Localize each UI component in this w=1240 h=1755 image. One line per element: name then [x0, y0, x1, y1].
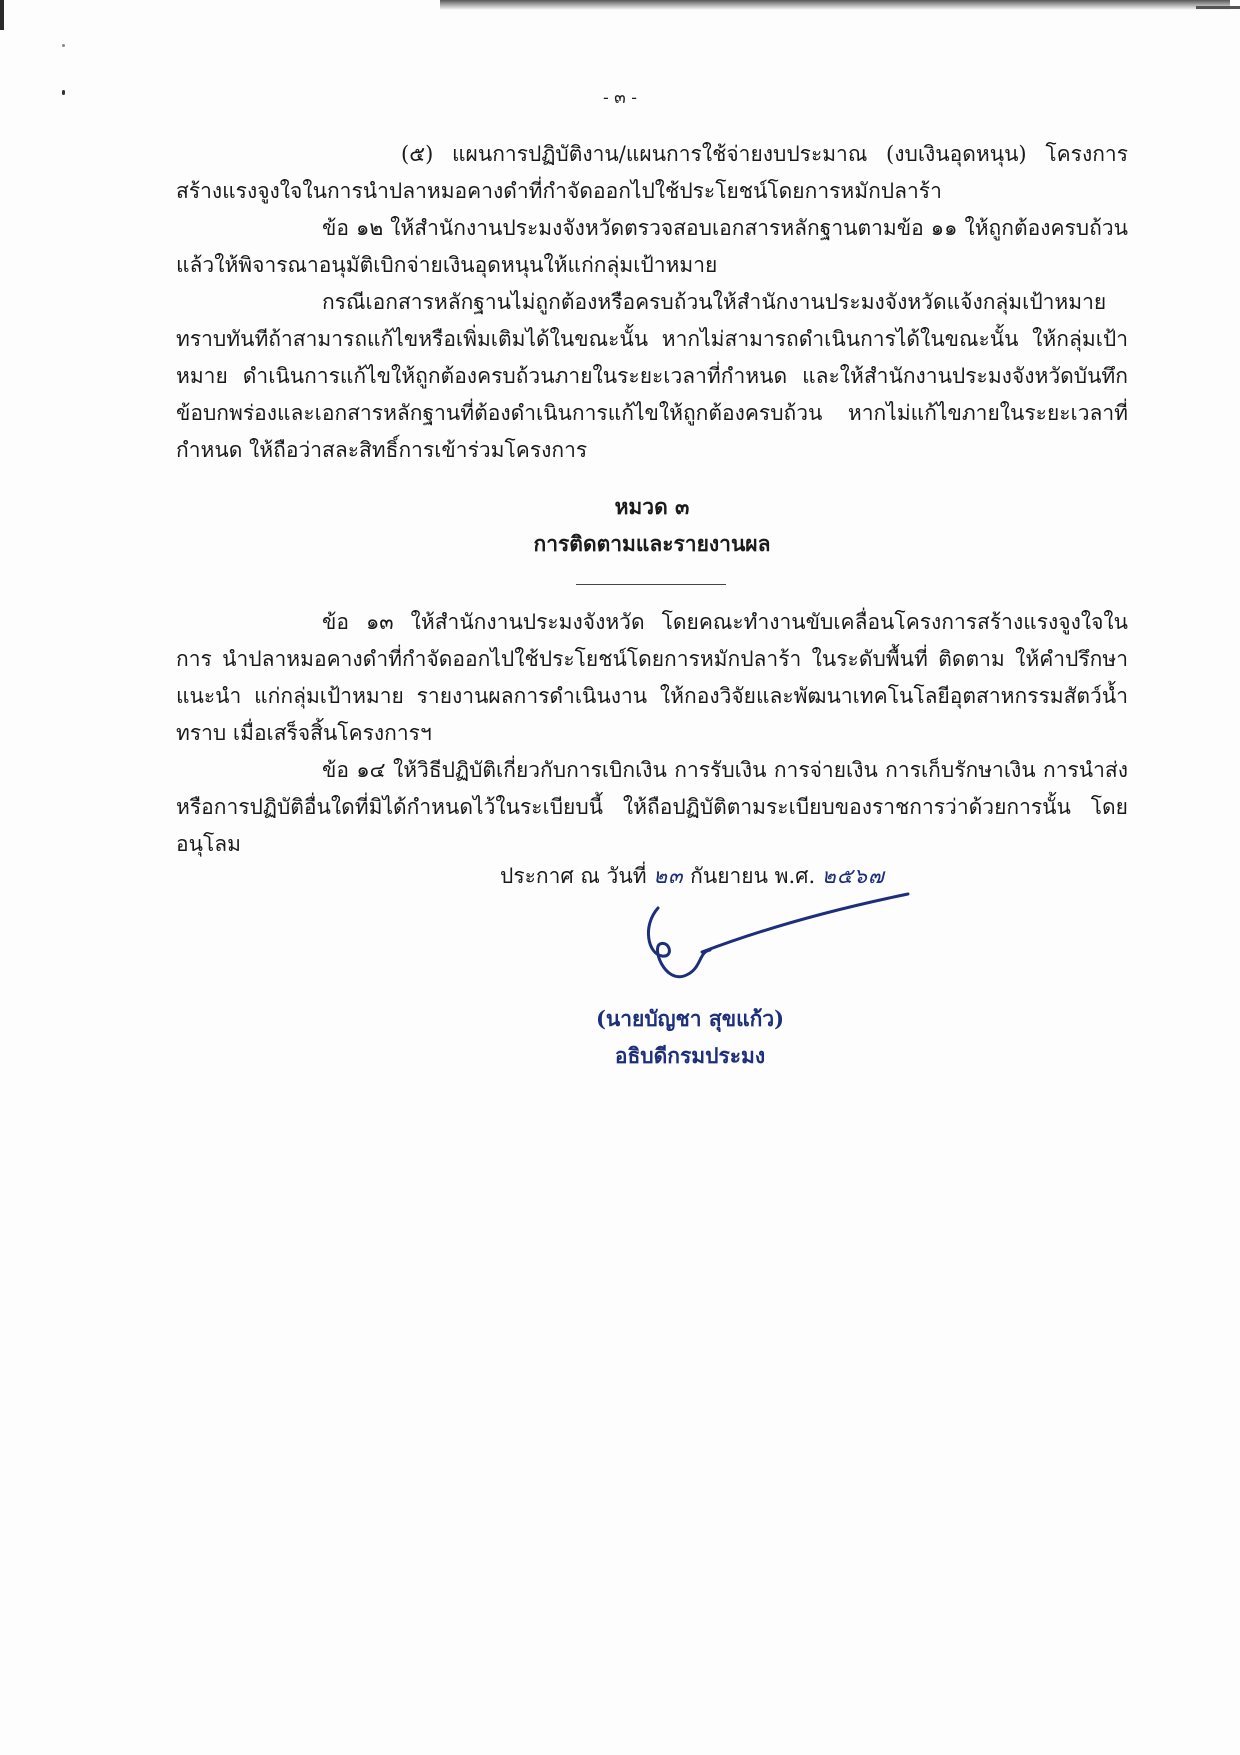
scan-shadow-right	[1196, 6, 1240, 9]
signer-block	[560, 1000, 820, 1074]
announcement-prefix: ประกาศ ณ วันที่	[500, 864, 647, 888]
signature-stroke-flourish	[702, 894, 908, 952]
body-section-bottom	[176, 604, 1128, 863]
heading-divider	[576, 584, 726, 585]
paragraph-clause-13: ข้อ ๑๓ ให้สำนักงานประมงจังหวัด โดยคณะทำงานขับเคลื่อนโครงการสร้างแรงจูงใจในการ นำปลาหมอคางดำที่กำจัดออกไปใช้ประโยชน์โดยการหมักปลาร้า ในระดับพื้นที่ ติดตาม ให้คำปรึกษา แนะนำ แก่กลุ่มเป้าหมาย รายงานผลการดำเนินงาน ให้กองวิจัยและพัฒนาเทคโนโลยีอุตสาหกรรมสัตว์น้ำทราบ เมื่อเสร็จสิ้นโครงการฯ	[176, 610, 1128, 745]
scan-speck	[62, 90, 65, 95]
page-number: - ๓ -	[603, 88, 637, 108]
paragraph-item-5: (๕) แผนการปฏิบัติงาน/แผนการใช้จ่ายงบประมาณ (งบเงินอุดหนุน) โครงการสร้างแรงจูงใจในการนำปลาหมอคางดำที่กำจัดออกไปใช้ประโยชน์โดยการหมักปลาร้า	[176, 142, 1128, 203]
announcement-month: กันยายน	[690, 864, 768, 888]
chapter-number: หมวด ๓	[614, 494, 690, 519]
announcement-year: ๒๕๖๗	[821, 864, 885, 888]
scan-shadow-left	[0, 0, 4, 30]
paragraph-clause-14: ข้อ ๑๔ ให้วิธีปฏิบัติเกี่ยวกับการเบิกเงิน การรับเงิน การจ่ายเงิน การเก็บรักษาเงิน การนำส่ง หรือการปฏิบัติอื่นใดที่มิได้กำหนดไว้ในระเบียบนี้ ให้ถือปฏิบัติตามระเบียบของราชการว่าด้วยการนั้น โดยอนุโลม	[176, 758, 1128, 856]
body-section-top	[176, 136, 1128, 469]
scan-speck	[62, 44, 65, 47]
scan-shadow-top	[440, 0, 1230, 10]
paragraph-clause-12-followup: กรณีเอกสารหลักฐานไม่ถูกต้องหรือครบถ้วนให้สำนักงานประมงจังหวัดแจ้งกลุ่มเป้าหมาย ทราบทันทีถ้าสามารถแก้ไขหรือเพิ่มเติมได้ในขณะนั้น หากไม่สามารถดำเนินการได้ในขณะนั้น ให้กลุ่มเป้าหมาย ดำเนินการแก้ไขให้ถูกต้องครบถ้วนภายในระยะเวลาที่กำหนด และให้สำนักงานประมงจังหวัดบันทึก ข้อบกพร่องและเอกสารหลักฐานที่ต้องดำเนินการแก้ไขให้ถูกต้องครบถ้วน หากไม่แก้ไขภายในระยะเวลาที่กำหนด ให้ถือว่าสละสิทธิ์การเข้าร่วมโครงการ	[176, 290, 1128, 462]
announcement-day: ๒๓	[653, 864, 684, 888]
signer-title: อธิบดีกรมประมง	[614, 1043, 766, 1068]
chapter-heading	[176, 488, 1128, 562]
chapter-title: การติดตามและรายงานผล	[533, 531, 771, 556]
signer-name: (นายบัญชา สุขแก้ว)	[595, 1006, 785, 1031]
signature-mark	[640, 890, 920, 1000]
signature-stroke-main	[648, 908, 710, 977]
paragraph-clause-12: ข้อ ๑๒ ให้สำนักงานประมงจังหวัดตรวจสอบเอกสารหลักฐานตามข้อ ๑๑ ให้ถูกต้องครบถ้วน แล้วให้พิจารณาอนุมัติเบิกจ่ายเงินอุดหนุนให้แก่กลุ่มเป้าหมาย	[176, 216, 1128, 277]
announcement-era: พ.ศ.	[774, 864, 816, 888]
